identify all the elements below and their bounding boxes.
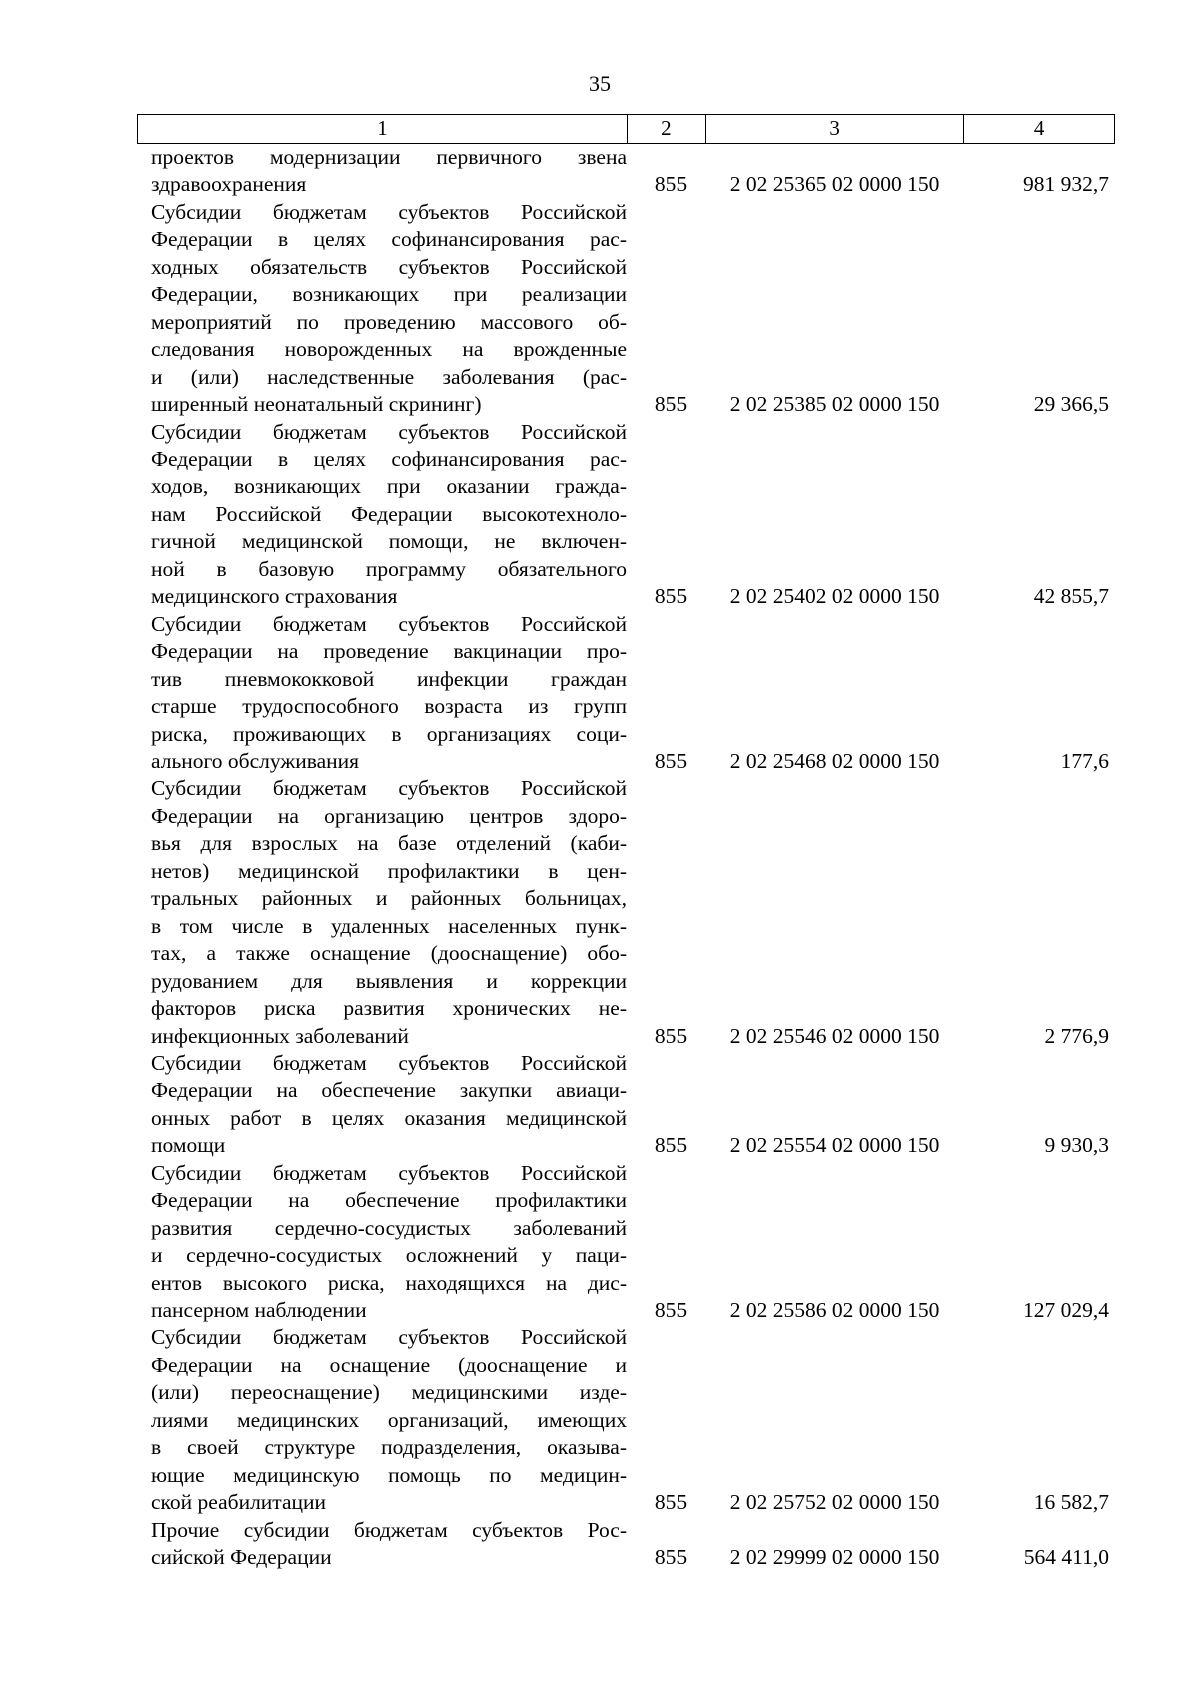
description-line: пансерном наблюдении (151, 1298, 367, 1323)
description-line: Субсидии бюджетам субъектов Российской (151, 776, 627, 801)
column-header-3: 3 (705, 115, 963, 143)
description-line: нетов) медицинской профилактики в цен- (151, 858, 627, 883)
admin-code: 855 (654, 1298, 688, 1323)
description-line: Федерации, возникающих при реализации (151, 282, 627, 307)
amount: 564 411,0 (1023, 1545, 1109, 1570)
description-line: ентов высокого риска, находящихся на дис- (151, 1270, 627, 1295)
description-line: ходов, возникающих при оказании гражда- (151, 474, 627, 499)
budget-table (137, 114, 1115, 1572)
description-line: Федерации на обеспечение закупки авиаци- (151, 1078, 627, 1103)
description-line: проектов модернизации первичного звена (151, 145, 627, 169)
description-line: Федерации на обеспечение профилактики (151, 1188, 627, 1213)
amount: 981 932,7 (1023, 172, 1109, 197)
description-line: тральных районных и районных больницах, (151, 886, 627, 911)
description-line: Федерации в целях софинансирования рас- (151, 227, 627, 252)
description-line: Прочие субсидии бюджетам субъектов Рос- (151, 1517, 627, 1542)
budget-classification-code: 2 02 25365 02 0000 150 (729, 172, 940, 197)
description-line: в том числе в удаленных населенных пунк- (151, 913, 627, 938)
admin-code: 855 (654, 748, 688, 773)
description-line: (или) переоснащение) медицинскими изде- (151, 1380, 627, 1405)
table-row (137, 611, 1115, 776)
description-line: онных работ в целях оказания медицинской (151, 1105, 627, 1130)
table-row (137, 775, 1115, 1050)
description-line: ной в базовую программу обязательного (151, 556, 627, 581)
row-description (137, 775, 627, 1050)
budget-classification-code: 2 02 25546 02 0000 150 (729, 1023, 940, 1048)
table-header (137, 114, 1115, 144)
description-line: Субсидии бюджетам субъектов Российской (151, 1050, 627, 1075)
table-body (137, 144, 1115, 1572)
amount: 29 366,5 (1033, 392, 1109, 417)
budget-classification-code: 2 02 29999 02 0000 150 (729, 1545, 940, 1570)
budget-classification-code: 2 02 25554 02 0000 150 (729, 1133, 940, 1158)
table-row (137, 1517, 1115, 1572)
row-description (137, 1050, 627, 1160)
table-row (137, 1324, 1115, 1516)
row-description (137, 199, 627, 419)
description-line: ской реабилитации (151, 1490, 327, 1515)
description-line: Федерации на организацию центров здоро- (151, 803, 627, 828)
table-row (137, 144, 1115, 199)
description-line: здравоохранения (151, 172, 307, 197)
description-line: факторов риска развития хронических не- (151, 996, 627, 1021)
row-description (137, 1324, 627, 1516)
description-line: ющие медицинскую помощь по медицин- (151, 1462, 627, 1487)
description-line: нам Российской Федерации высокотехноло- (151, 501, 627, 526)
description-line: Субсидии бюджетам субъектов Российской (151, 419, 627, 444)
amount: 42 855,7 (1033, 584, 1109, 609)
row-description (137, 611, 627, 776)
admin-code: 855 (654, 1490, 688, 1515)
admin-code: 855 (654, 1023, 688, 1048)
description-line: вья для взрослых на базе отделений (каби- (151, 831, 627, 856)
admin-code: 855 (654, 1133, 688, 1158)
description-line: ального обслуживания (151, 748, 360, 773)
description-line: лиями медицинских организаций, имеющих (151, 1407, 627, 1432)
table-row (137, 199, 1115, 419)
amount: 2 776,9 (1044, 1023, 1109, 1048)
admin-code: 855 (654, 172, 688, 197)
description-line: Субсидии бюджетам субъектов Российской (151, 199, 627, 224)
column-header-1: 1 (377, 116, 388, 140)
admin-code: 855 (654, 392, 688, 417)
description-line: Федерации на проведение вакцинации про- (151, 639, 627, 664)
budget-classification-code: 2 02 25586 02 0000 150 (729, 1298, 940, 1323)
amount: 177,6 (1060, 748, 1109, 773)
budget-classification-code: 2 02 25402 02 0000 150 (729, 584, 940, 609)
admin-code: 855 (654, 584, 688, 609)
admin-code: 855 (654, 1545, 688, 1570)
row-description (137, 1160, 627, 1325)
description-line: Федерации на оснащение (дооснащение и (151, 1352, 627, 1377)
description-line: риска, проживающих в организациях соци- (151, 721, 627, 746)
description-line: следования новорожденных на врожденные (151, 337, 627, 362)
description-line: гичной медицинской помощи, не включен- (151, 529, 627, 554)
amount: 16 582,7 (1033, 1490, 1109, 1515)
description-line: сийской Федерации (151, 1545, 332, 1570)
budget-classification-code: 2 02 25752 02 0000 150 (729, 1490, 940, 1515)
amount: 127 029,4 (1023, 1298, 1109, 1323)
description-line: Субсидии бюджетам субъектов Российской (151, 1325, 627, 1350)
description-line: и сердечно-сосудистых осложнений у паци- (151, 1243, 627, 1268)
description-line: мероприятий по проведению массового об- (151, 309, 627, 334)
description-line: ходных обязательств субъектов Российской (151, 254, 627, 279)
amount: 9 930,3 (1044, 1133, 1109, 1158)
description-line: и (или) наследственные заболевания (рас- (151, 364, 627, 389)
description-line: Федерации в целях софинансирования рас- (151, 446, 627, 471)
budget-classification-code: 2 02 25385 02 0000 150 (729, 392, 940, 417)
table-row (137, 419, 1115, 611)
row-description (137, 419, 627, 611)
budget-classification-code: 2 02 25468 02 0000 150 (729, 748, 940, 773)
column-header-2: 2 (627, 115, 705, 143)
description-line: в своей структуре подразделения, оказыва- (151, 1435, 627, 1460)
description-line: Субсидии бюджетам субъектов Российской (151, 1160, 627, 1185)
page-number: 35 (589, 71, 611, 96)
column-header-4: 4 (963, 115, 1114, 143)
description-line: помощи (151, 1133, 226, 1158)
description-line: медицинского страхования (151, 584, 398, 609)
description-line: Субсидии бюджетам субъектов Российской (151, 611, 627, 636)
table-row (137, 1160, 1115, 1325)
row-description (137, 1517, 627, 1572)
description-line: ширенный неонатальный скрининг) (151, 392, 482, 417)
description-line: инфекционных заболеваний (151, 1023, 409, 1048)
description-line: тах, а также оснащение (дооснащение) обо- (151, 941, 627, 966)
description-line: старше трудоспособного возраста из групп (151, 694, 627, 719)
description-line: тив пневмококковой инфекции граждан (151, 666, 627, 691)
table-row (137, 1050, 1115, 1160)
description-line: развития сердечно-сосудистых заболеваний (151, 1215, 627, 1240)
description-line: рудованием для выявления и коррекции (151, 968, 627, 993)
row-description (137, 144, 627, 199)
